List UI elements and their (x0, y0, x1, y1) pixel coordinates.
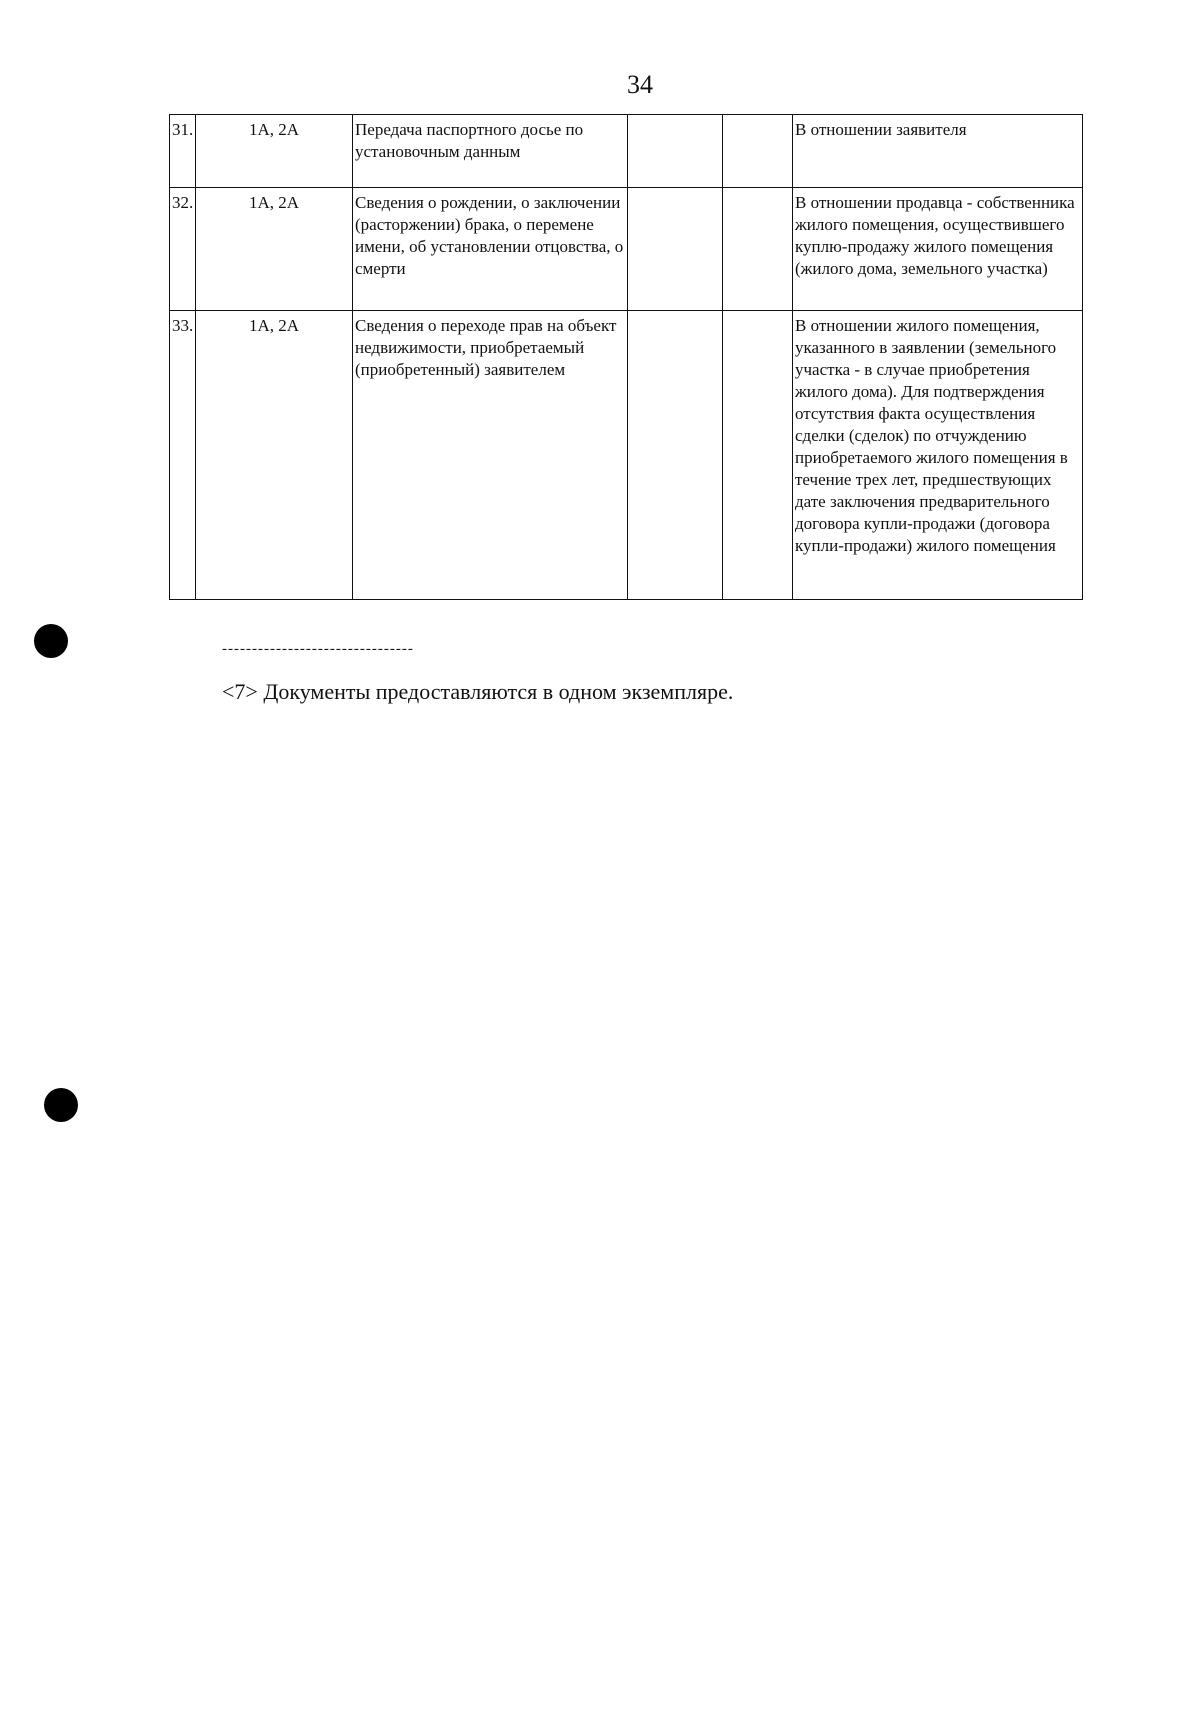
row-number-cell: 31. (170, 115, 196, 188)
footnote-divider: -------------------------------- (222, 641, 414, 657)
punch-hole (34, 624, 68, 658)
document-cell: Сведения о переходе прав на объект недвижимости, приобретаемый (приобретенный) заявителем (353, 311, 628, 600)
document-cell: Передача паспортного досье по установочным данным (353, 115, 628, 188)
table-row (170, 188, 1083, 311)
note-cell: В отношении жилого помещения, указанного в заявлении (земельного участка - в случае приобретения жилого дома). Для подтверждения отсутствия факта осуществления сделки (сделок) по отчуждению приобретаемого жилого помещения в течение трех лет, предшествующих дате заключения предварительного договора купли-продажи (договора купли-продажи) жилого помещения (793, 311, 1083, 600)
empty-cell (628, 115, 723, 188)
empty-cell (723, 115, 793, 188)
note-cell: В отношении заявителя (793, 115, 1083, 188)
documents-table (169, 114, 1083, 600)
codes-cell: 1А, 2А (196, 311, 353, 600)
row-number-cell: 33. (170, 311, 196, 600)
empty-cell (628, 311, 723, 600)
row-number-cell: 32. (170, 188, 196, 311)
empty-cell (723, 311, 793, 600)
table-row (170, 311, 1083, 600)
table-row (170, 115, 1083, 188)
punch-hole (44, 1088, 78, 1122)
page-number: 34 (627, 70, 653, 99)
empty-cell (723, 188, 793, 311)
document-cell: Сведения о рождении, о заключении (расторжении) брака, о перемене имени, об установлении отцовства, о смерти (353, 188, 628, 311)
codes-cell: 1А, 2А (196, 115, 353, 188)
codes-cell: 1А, 2А (196, 188, 353, 311)
note-cell: В отношении продавца - собственника жилого помещения, осуществившего куплю-продажу жилого помещения (жилого дома, земельного участка) (793, 188, 1083, 311)
empty-cell (628, 188, 723, 311)
footnote-text: <7> Документы предоставляются в одном экземпляре. (222, 679, 734, 704)
